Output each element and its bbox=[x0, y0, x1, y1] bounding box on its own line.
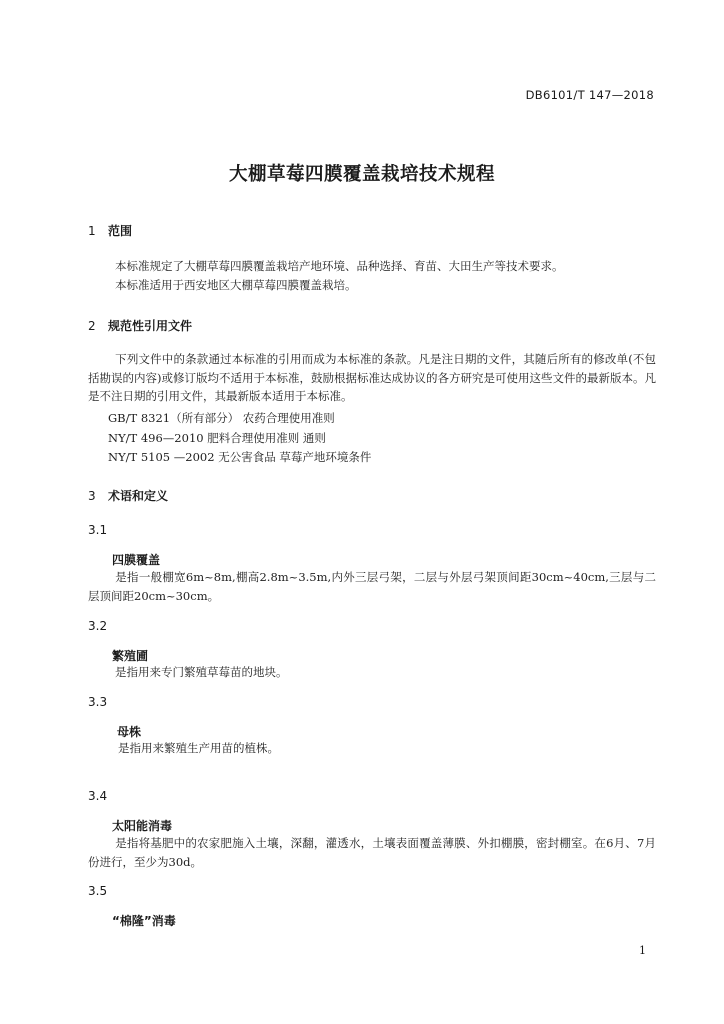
clause-number: 3.2 bbox=[88, 619, 108, 633]
section-3-number: 3 bbox=[88, 489, 96, 503]
section-1-number: 1 bbox=[88, 224, 96, 238]
term-definition-text: 是指将基肥中的农家肥施入土壤，深翻，灌透水，土壤表面覆盖薄膜、外扣棚膜，密封棚室。在6月、7月份进行，至少为30d。 bbox=[88, 836, 656, 869]
clause-number: 3.4 bbox=[88, 789, 108, 803]
reference-item: NY/T 496—2010 肥料合理使用准则 通则 bbox=[108, 431, 326, 445]
term-definition bbox=[88, 568, 656, 605]
clause-number: 3.5 bbox=[88, 884, 108, 898]
term-heading: 四膜覆盖 bbox=[112, 553, 161, 567]
section-2-number: 2 bbox=[88, 319, 96, 333]
term-heading: “棉隆”消毒 bbox=[112, 914, 176, 928]
section-2-heading bbox=[88, 317, 192, 334]
term-heading: 繁殖圃 bbox=[112, 649, 149, 663]
section-1-title: 范围 bbox=[108, 224, 133, 238]
section-2-title: 规范性引用文件 bbox=[108, 319, 193, 333]
term-definition: 是指用来繁殖生产用苗的植株。 bbox=[118, 741, 279, 755]
reference-item: NY/T 5105 —2002 无公害食品 草莓产地环境条件 bbox=[108, 450, 372, 464]
section-1-paragraph-1: 本标准规定了大棚草莓四膜覆盖栽培产地环境、品种选择、育苗、大田生产等技术要求。 bbox=[115, 259, 564, 273]
section-1-heading bbox=[88, 222, 132, 239]
page-number: 1 bbox=[639, 944, 646, 957]
term-definition-text: 是指一般棚宽6m~8m,棚高2.8m~3.5m,内外三层弓架，二层与外层弓架顶间距30cm~40cm,三层与二层顶间距20cm~30cm。 bbox=[88, 570, 656, 603]
section-2-paragraph-text: 下列文件中的条款通过本标准的引用而成为本标准的条款。凡是注日期的文件，其随后所有的修改单(不包括勘误的内容)或修订版均不适用于本标准，鼓励根据标准达成协议的各方研究是可使用这些文件的最新版本。凡是不注日期的引用文件，其最新版本适用于本标准。 bbox=[88, 352, 656, 403]
term-definition: 是指用来专门繁殖草莓苗的地块。 bbox=[115, 665, 288, 679]
clause-number: 3.1 bbox=[88, 523, 108, 537]
term-heading: 太阳能消毒 bbox=[112, 819, 173, 833]
term-definition bbox=[88, 834, 656, 871]
section-2-paragraph bbox=[88, 350, 656, 406]
document-title: 大棚草莓四膜覆盖栽培技术规程 bbox=[228, 164, 495, 185]
reference-item: GB/T 8321（所有部分） 农药合理使用准则 bbox=[108, 411, 335, 425]
section-1-paragraph-2: 本标准适用于西安地区大棚草莓四膜覆盖栽培。 bbox=[115, 278, 357, 292]
clause-number: 3.3 bbox=[88, 695, 108, 709]
section-3-heading bbox=[88, 487, 168, 504]
document-number: DB6101/T 147—2018 bbox=[525, 88, 654, 102]
term-heading: 母株 bbox=[117, 725, 142, 739]
section-3-title: 术语和定义 bbox=[108, 489, 169, 503]
